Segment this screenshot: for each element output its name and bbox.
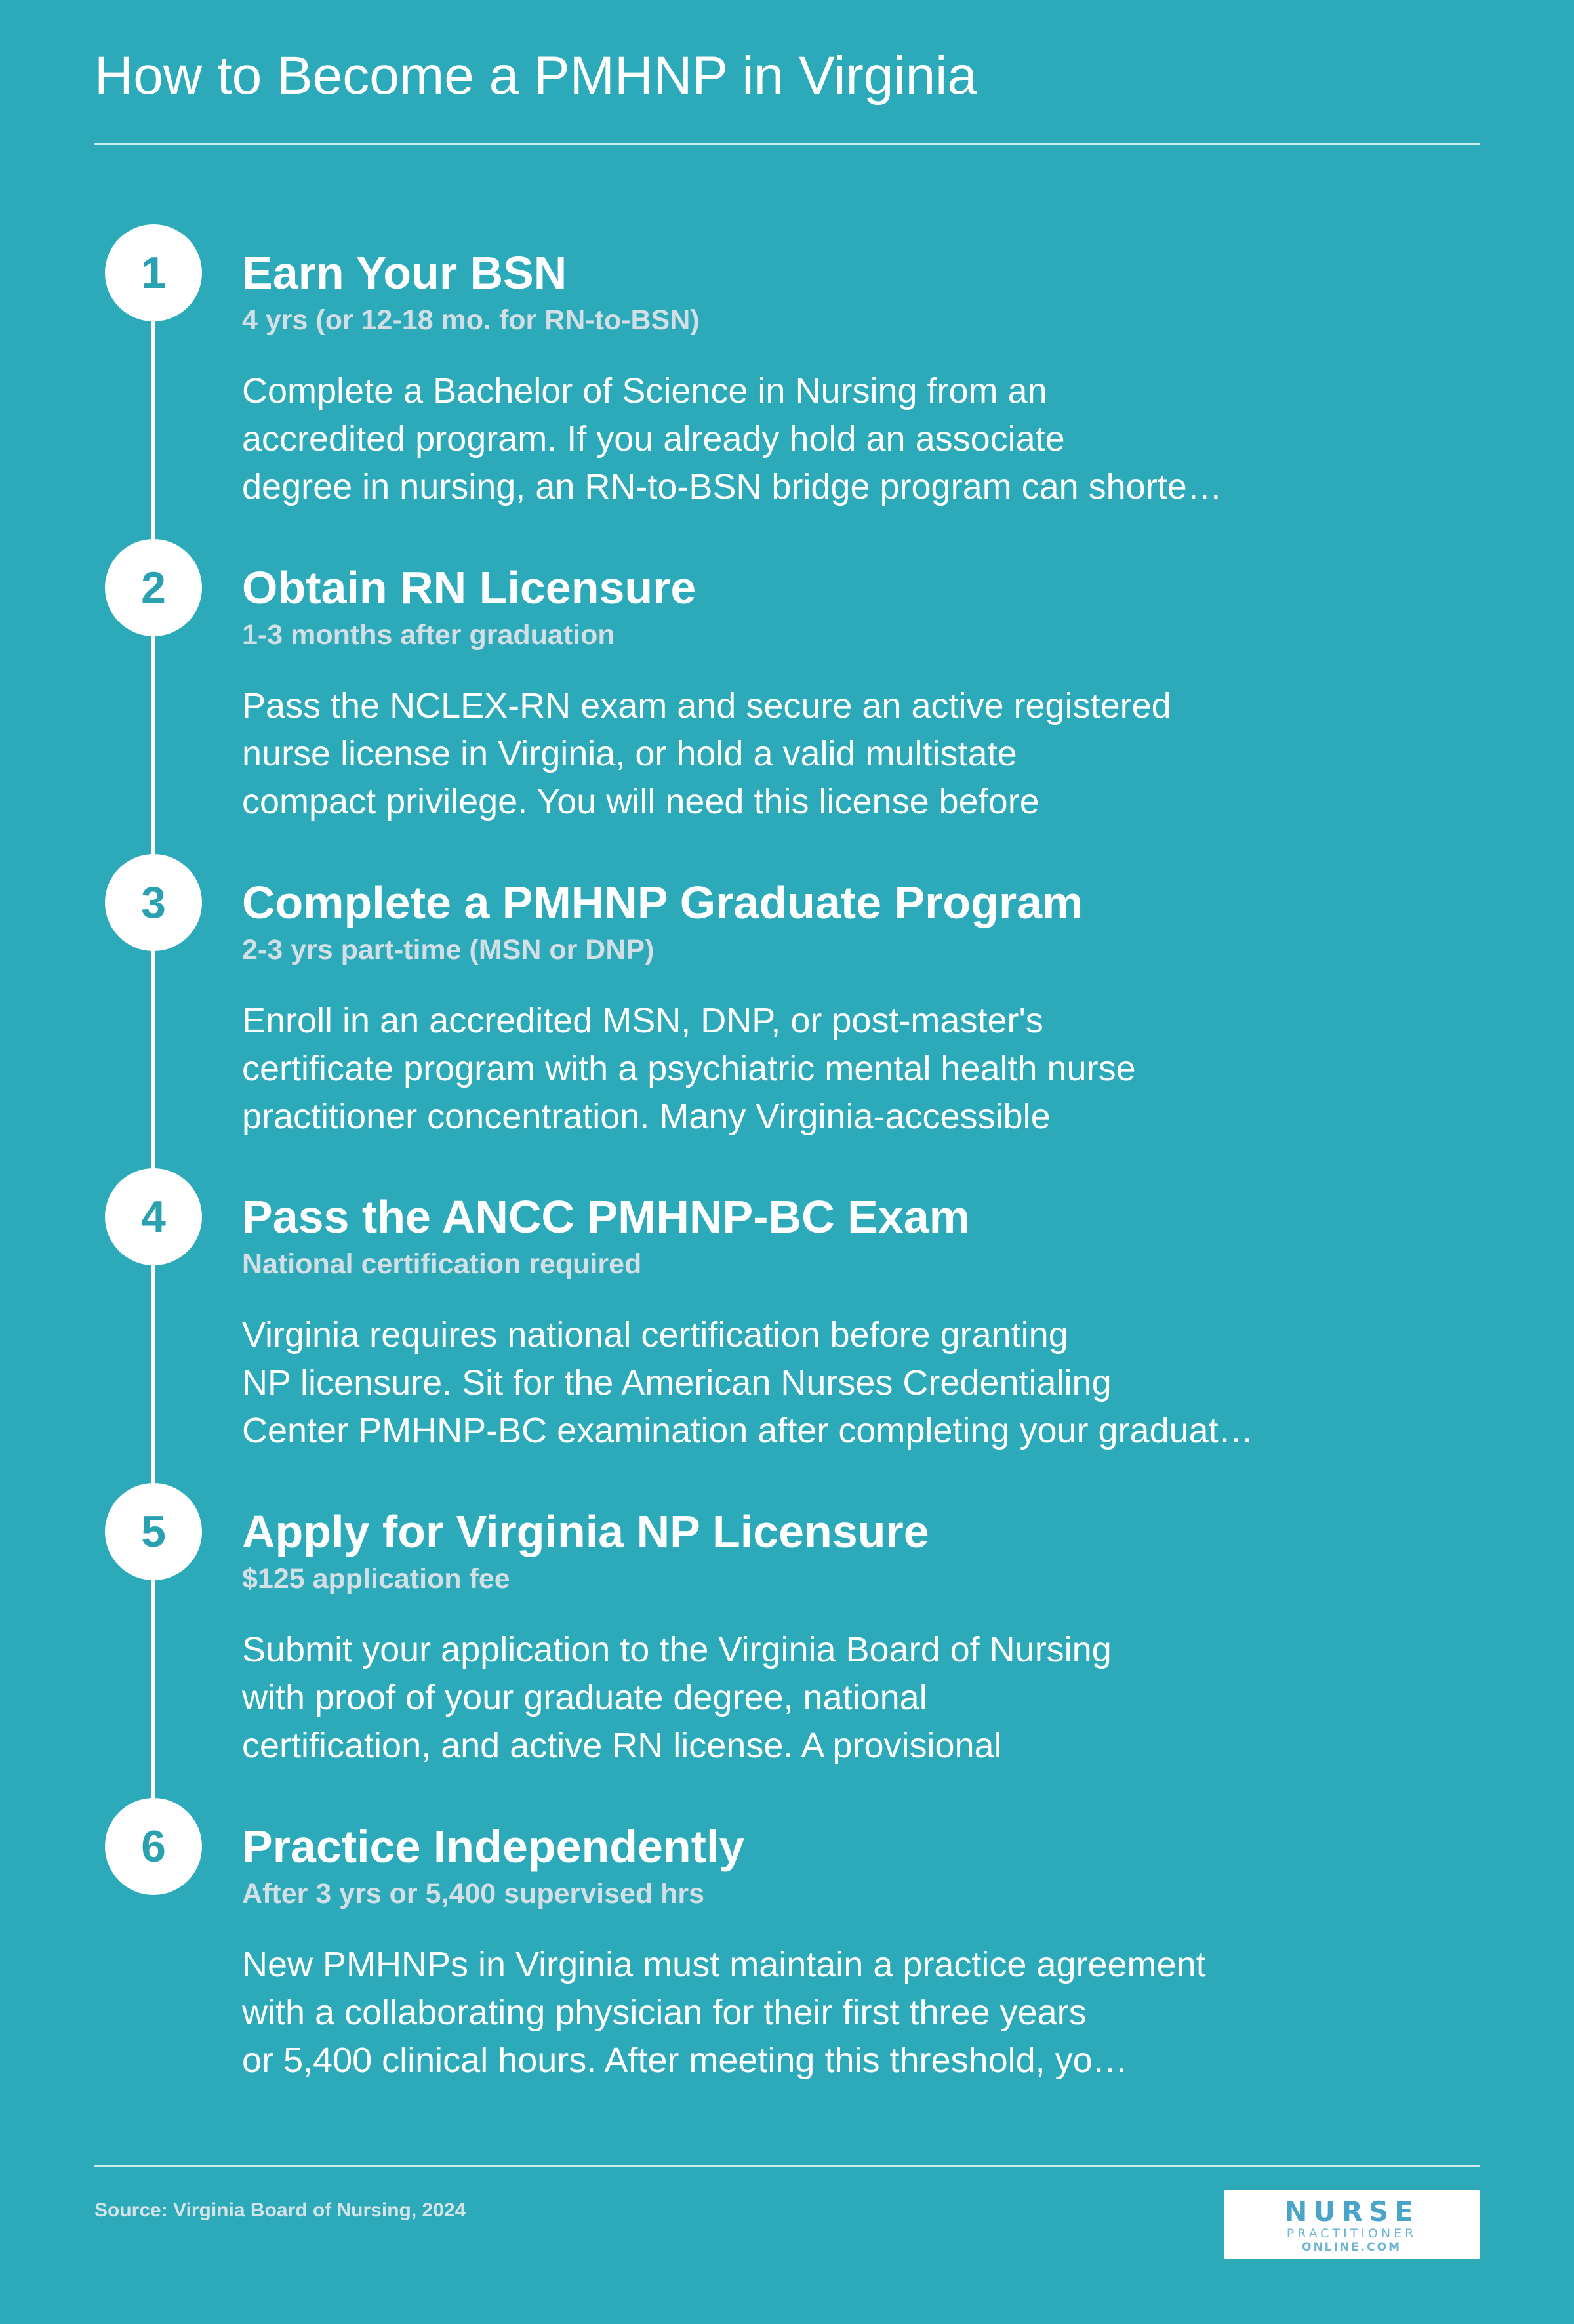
step-duration: 2-3 yrs part-time (MSN or DNP) xyxy=(242,934,655,966)
step-title: Obtain RN Licensure xyxy=(242,562,696,613)
step-description xyxy=(242,367,1318,511)
step-2 xyxy=(0,539,1574,841)
step-description-line: practitioner concentration. Many Virginia-accessible xyxy=(242,1097,1051,1136)
step-number-badge: 6 xyxy=(105,1798,202,1895)
step-description-line: nurse license in Virginia, or hold a valid multistate xyxy=(242,734,1017,773)
header-divider xyxy=(94,143,1480,145)
nurse-practitioner-online-logo xyxy=(1224,2190,1480,2259)
step-1 xyxy=(0,224,1574,526)
page-title: How to Become a PMHNP in Virginia xyxy=(94,46,977,106)
logo-line-2: PRACTITIONER xyxy=(1286,2226,1417,2241)
step-description-line: with a collaborating physician for their first three years xyxy=(242,1993,1087,2032)
step-duration: After 3 yrs or 5,400 supervised hrs xyxy=(242,1878,705,1909)
step-description-line: Center PMHNP-BC examination after completing your graduat… xyxy=(242,1411,1254,1450)
step-duration: 4 yrs (or 12-18 mo. for RN-to-BSN) xyxy=(242,304,700,336)
step-description xyxy=(242,1311,1318,1455)
step-title: Complete a PMHNP Graduate Program xyxy=(242,877,1083,928)
step-6 xyxy=(0,1798,1574,2100)
step-description xyxy=(242,1626,1318,1770)
step-5 xyxy=(0,1483,1574,1785)
step-description xyxy=(242,1941,1318,2085)
logo-line-3: ONLINE.COM xyxy=(1302,2241,1402,2254)
step-3 xyxy=(0,854,1574,1156)
step-description-line: certificate program with a psychiatric mental health nurse xyxy=(242,1049,1136,1088)
step-title: Earn Your BSN xyxy=(242,247,567,298)
step-description-line: compact privilege. You will need this license before xyxy=(242,782,1039,821)
step-description-line: Virginia requires national certification before granting xyxy=(242,1315,1068,1355)
step-duration: $125 application fee xyxy=(242,1563,510,1595)
step-description-line: Enroll in an accredited MSN, DNP, or post-master's xyxy=(242,1001,1043,1040)
step-description xyxy=(242,997,1318,1141)
step-description-line: Pass the NCLEX-RN exam and secure an active registered xyxy=(242,686,1171,725)
step-description-line: accredited program. If you already hold an associate xyxy=(242,419,1065,459)
step-description xyxy=(242,682,1318,826)
step-number-badge: 4 xyxy=(105,1168,202,1265)
step-description-line: certification, and active RN license. A provisional xyxy=(242,1726,1002,1765)
step-description-line: New PMHNPs in Virginia must maintain a practice agreement xyxy=(242,1945,1206,1984)
step-number-badge: 2 xyxy=(105,539,202,636)
logo-word: NURSE xyxy=(1284,2195,1419,2228)
source-citation: Source: Virginia Board of Nursing, 2024 xyxy=(94,2199,466,2221)
step-description-line: Complete a Bachelor of Science in Nursing from an xyxy=(242,371,1047,411)
step-number-badge: 1 xyxy=(105,224,202,321)
step-number-badge: 5 xyxy=(105,1483,202,1580)
step-description-line: or 5,400 clinical hours. After meeting this threshold, yo… xyxy=(242,2041,1128,2080)
step-description-line: NP licensure. Sit for the American Nurses Credentialing xyxy=(242,1363,1112,1402)
step-duration: National certification required xyxy=(242,1248,642,1280)
footer-divider xyxy=(94,2165,1480,2167)
step-duration: 1-3 months after graduation xyxy=(242,619,615,651)
step-description-line: Submit your application to the Virginia Board of Nursing xyxy=(242,1630,1112,1669)
step-title: Practice Independently xyxy=(242,1821,745,1872)
step-description-line: with proof of your graduate degree, national xyxy=(242,1678,927,1717)
step-title: Pass the ANCC PMHNP-BC Exam xyxy=(242,1191,970,1242)
step-title: Apply for Virginia NP Licensure xyxy=(242,1506,929,1557)
step-number-badge: 3 xyxy=(105,854,202,951)
step-description-line: degree in nursing, an RN-to-BSN bridge program can shorte… xyxy=(242,467,1222,506)
step-4 xyxy=(0,1168,1574,1470)
